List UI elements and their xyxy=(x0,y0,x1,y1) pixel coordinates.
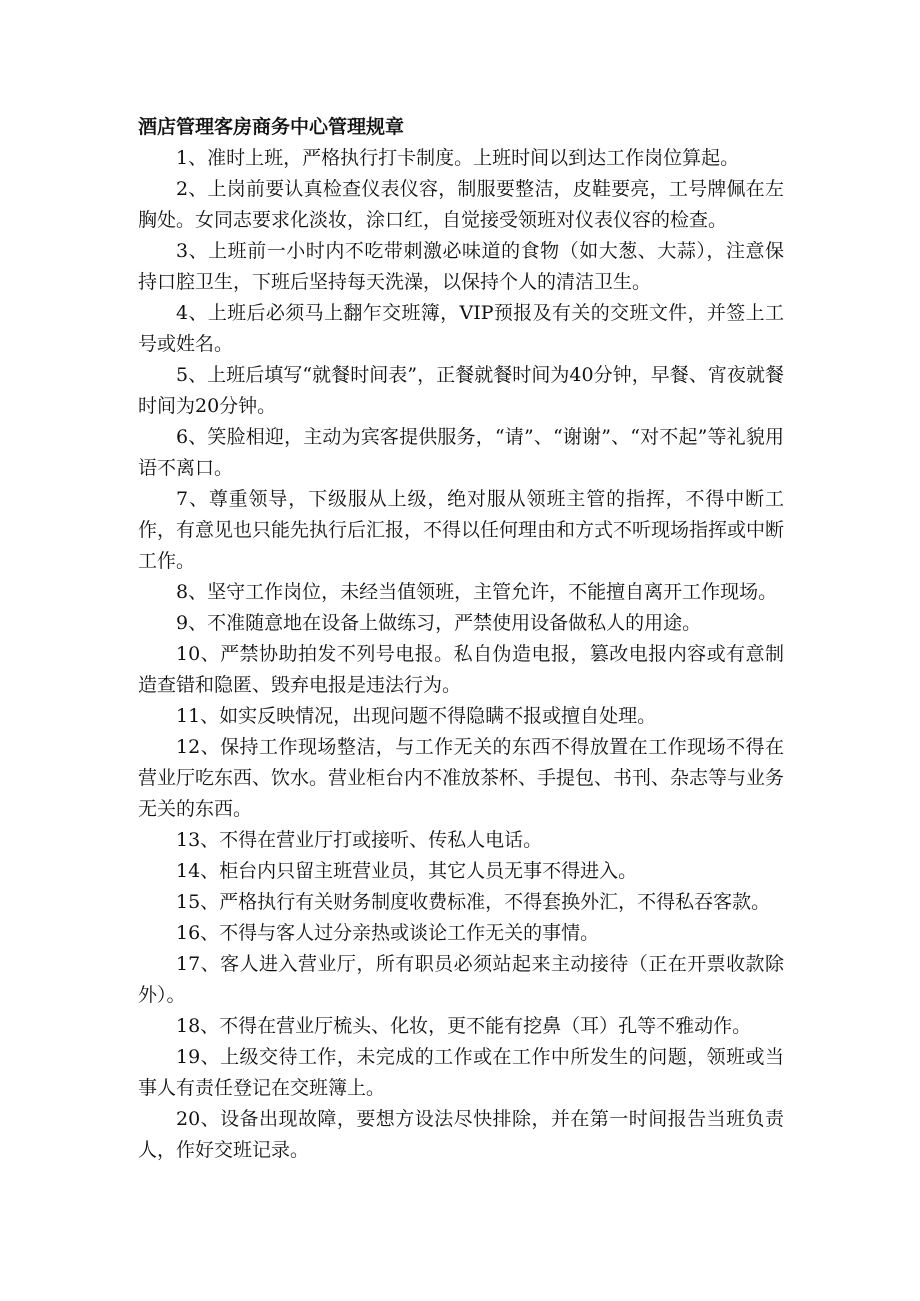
rule-item-6: 6、笑脸相迎，主动为宾客提供服务，“请”、“谢谢”、“对不起”等礼貌用语不离口。 xyxy=(138,426,784,479)
rule-item-4: 4、上班后必须马上翻乍交班簿，VIP预报及有关的交班文件，并签上工号或姓名。 xyxy=(138,302,784,355)
rule-item-8: 8、坚守工作岗位，未经当值领班，主管允许，不能擅自离开工作现场。 xyxy=(176,581,778,603)
rule-item-16: 16、不得与客人过分亲热或谈论工作无关的事情。 xyxy=(176,922,600,944)
rule-item-12: 12、保持工作现场整洁，与工作无关的东西不得放置在工作现场不得在营业厅吃东西、饮水。营业柜台内不准放茶杯、手提包、书刊、杂志等与业务无关的东西。 xyxy=(138,736,785,820)
rule-item-15: 15、严格执行有关财务制度收费标准，不得套换外汇，不得私吞客款。 xyxy=(176,891,771,913)
rule-item-14: 14、柜台内只留主班营业员，其它人员无事不得进入。 xyxy=(176,860,638,882)
rule-item-11: 11、如实反映情况，出现问题不得隐瞒不报或擅自处理。 xyxy=(176,705,657,727)
rule-item-2: 2、上岗前要认真检查仪表仪容，制服要整洁，皮鞋要亮，工号牌佩在左胸处。女同志要求化淡妆，涂口红，自觉接受领班对仪表仪容的检查。 xyxy=(138,178,784,231)
rule-item-5: 5、上班后填写“就餐时间表”，正餐就餐时间为40分钟，早餐、宵夜就餐时间为20分钟。 xyxy=(138,364,784,417)
rule-item-18: 18、不得在营业厅梳头、化妆，更不能有挖鼻（耳）孔等不雅动作。 xyxy=(176,1015,752,1037)
document-body xyxy=(138,112,784,1166)
rule-item-3: 3、上班前一小时内不吃带刺激必味道的食物（如大葱、大蒜），注意保持口腔卫生，下班后坚持每天洗澡，以保持个人的清洁卫生。 xyxy=(138,240,784,293)
rule-item-10: 10、严禁协助拍发不列号电报。私自伪造电报，篡改电报内容或有意制造查错和隐匿、毁弃电报是违法行为。 xyxy=(138,643,784,696)
rule-item-17: 17、客人进入营业厅，所有职员必须站起来主动接待（正在开票收款除外）。 xyxy=(138,953,784,1006)
rule-item-7: 7、尊重领导，下级服从上级，绝对服从领班主管的指挥，不得中断工作，有意见也只能先执行后汇报，不得以任何理由和方式不听现场指挥或中断工作。 xyxy=(138,488,785,572)
rule-item-19: 19、上级交待工作，未完成的工作或在工作中所发生的问题，领班或当事人有责任登记在交班簿上。 xyxy=(138,1046,784,1099)
rule-item-1: 1、准时上班，严格执行打卡制度。上班时间以到达工作岗位算起。 xyxy=(176,147,740,169)
rule-item-20: 20、设备出现故障，要想方设法尽快排除，并在第一时间报告当班负责人，作好交班记录。 xyxy=(138,1108,784,1161)
document-title: 酒店管理客房商务中心管理规章 xyxy=(138,116,405,138)
rule-item-13: 13、不得在营业厅打或接听、传私人电话。 xyxy=(176,829,543,851)
rule-item-9: 9、不准随意地在设备上做练习，严禁使用设备做私人的用途。 xyxy=(176,612,702,634)
